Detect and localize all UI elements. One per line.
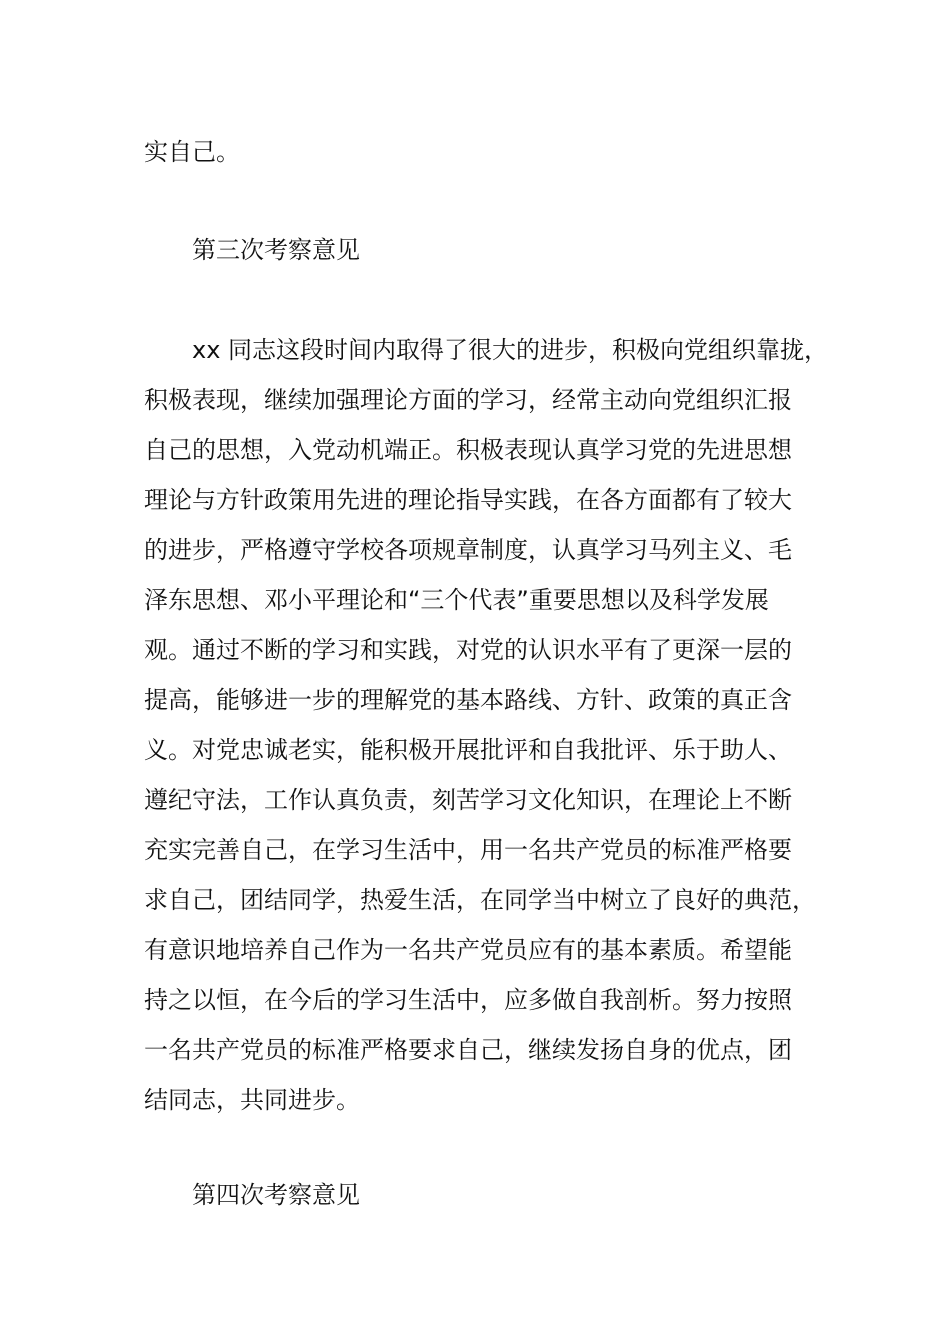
paragraph-line: 持之以恒，在今后的学习生活中，应多做自我剖析。努力按照 bbox=[144, 986, 792, 1014]
paragraph-line: 泽东思想、邓小平理论和“三个代表”重要思想以及科学发展 bbox=[144, 586, 769, 614]
paragraph-line: 提高，能够进一步的理解党的基本路线、方针、政策的真正含 bbox=[144, 686, 792, 714]
section-heading-fourth bbox=[144, 1170, 834, 1220]
heading-third-text: 第三次考察意见 bbox=[192, 236, 360, 264]
paragraph-line: 结同志，共同进步。 bbox=[144, 1086, 360, 1114]
paragraph-line: 一名共产党员的标准严格要求自己，继续发扬自身的优点，团 bbox=[144, 1036, 792, 1064]
paragraph-line: xx 同志这段时间内取得了很大的进步，积极向党组织靠拢， bbox=[192, 336, 829, 364]
paragraph-line: 有意识地培养自己作为一名共产党员应有的基本素质。希望能 bbox=[144, 936, 792, 964]
paragraph-line: 的进步，严格遵守学校各项规章制度，认真学习马列主义、毛 bbox=[144, 536, 792, 564]
continuation-text-block bbox=[144, 127, 834, 177]
heading-fourth-text: 第四次考察意见 bbox=[192, 1181, 360, 1209]
paragraph-line: 遵纪守法，工作认真负责，刻苦学习文化知识，在理论上不断 bbox=[144, 786, 792, 814]
paragraph-line: 理论与方针政策用先进的理论指导实践，在各方面都有了较大 bbox=[144, 486, 792, 514]
paragraph-line: 自己的思想，入党动机端正。积极表现认真学习党的先进思想 bbox=[144, 436, 792, 464]
paragraph-line: 充实完善自己，在学习生活中，用一名共产党员的标准严格要 bbox=[144, 836, 792, 864]
paragraph-line: 观。通过不断的学习和实践，对党的认识水平有了更深一层的 bbox=[144, 636, 792, 664]
paragraph-line: 积极表现，继续加强理论方面的学习，经常主动向党组织汇报 bbox=[144, 386, 792, 414]
evaluation-paragraph bbox=[144, 325, 834, 1125]
paragraph-line: 求自己，团结同学，热爱生活，在同学当中树立了良好的典范， bbox=[144, 886, 816, 914]
section-heading-third bbox=[144, 225, 834, 275]
paragraph-line: 义。对党忠诚老实，能积极开展批评和自我批评、乐于助人、 bbox=[144, 736, 792, 764]
continuation-line: 实自己。 bbox=[144, 138, 240, 166]
